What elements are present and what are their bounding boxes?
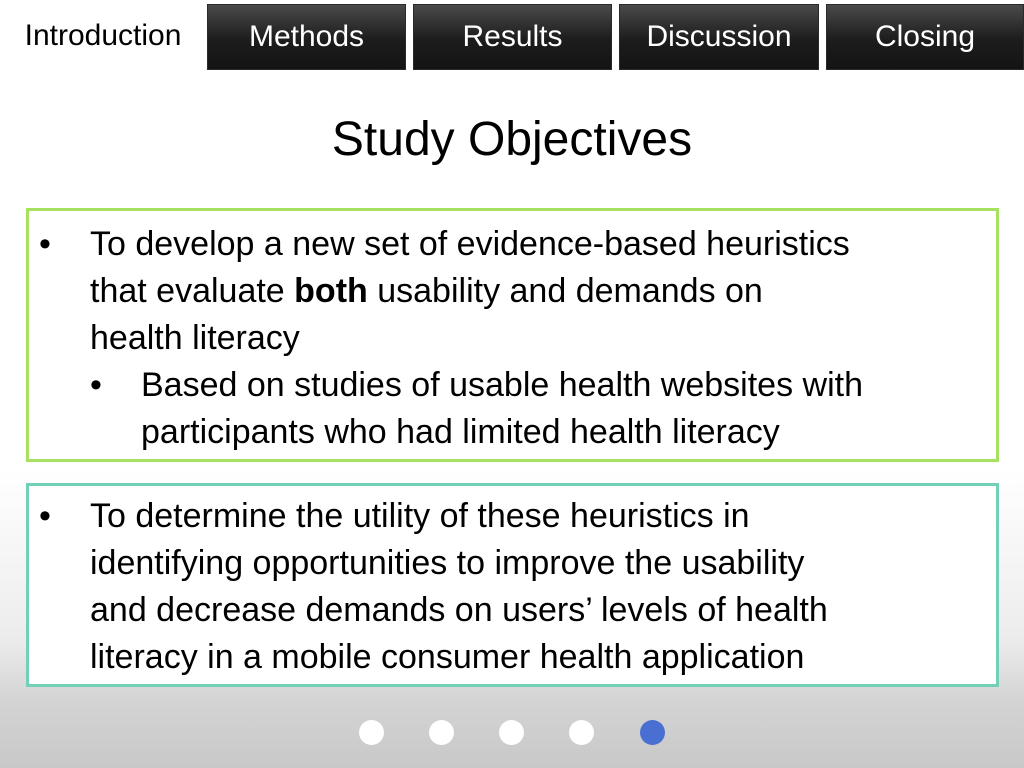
bullet-line: To determine the utility of these heuristics in — [90, 497, 750, 535]
bullet-line: To develop a new set of evidence-based heuristics — [90, 225, 850, 263]
text-segment: usability and demands on — [367, 272, 763, 310]
text-segment: that evaluate — [90, 272, 295, 310]
bullet-marker: • — [90, 366, 102, 404]
slide-title: Study Objectives — [331, 113, 693, 166]
bullet-marker: • — [39, 497, 51, 535]
page-dot-3[interactable] — [499, 720, 524, 745]
bullet-line: identifying opportunities to improve the usability — [90, 544, 805, 582]
bullet-text — [90, 221, 1010, 362]
bullet-line: Based on studies of usable health websites with — [141, 366, 864, 404]
bullet-line: and decrease demands on users’ levels of health — [90, 591, 828, 629]
section-tabs — [0, 0, 1024, 72]
objective-box-2 — [26, 483, 999, 687]
bullet-text — [141, 362, 1001, 456]
page-dot-1[interactable] — [359, 720, 384, 745]
tab-discussion[interactable]: Discussion — [619, 4, 819, 70]
bullet-line: participants who had limited health literacy — [141, 413, 780, 451]
tab-results[interactable]: Results — [413, 4, 612, 70]
objective-box-1 — [26, 208, 999, 462]
bullet-line: literacy in a mobile consumer health application — [90, 638, 805, 676]
tab-introduction[interactable]: Introduction — [0, 0, 206, 72]
page-dot-5-current[interactable] — [640, 720, 665, 745]
bullet-marker: • — [39, 225, 51, 263]
slide-pager — [0, 712, 1024, 752]
page-dot-2[interactable] — [429, 720, 454, 745]
bullet-text — [90, 493, 1010, 681]
tab-closing[interactable]: Closing — [826, 4, 1024, 70]
page-dot-4[interactable] — [569, 720, 594, 745]
bullet-line: health literacy — [90, 319, 300, 357]
tab-methods[interactable]: Methods — [207, 4, 406, 70]
bullet-line — [90, 268, 1010, 315]
emphasis-text: both — [294, 272, 368, 310]
